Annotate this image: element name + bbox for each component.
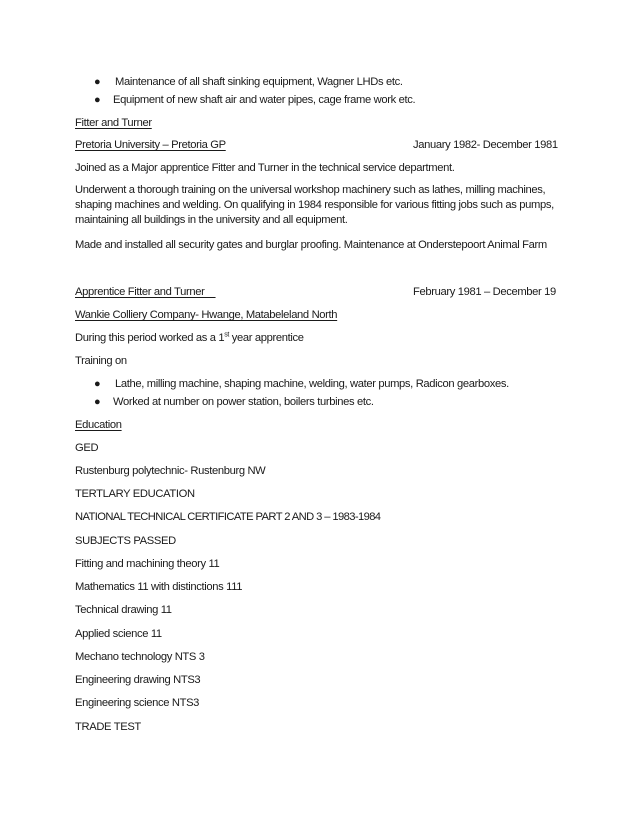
job-extra: Made and installed all security gates and burglar proofing. Maintenance at Onderstepoort Animal Farm: [75, 239, 547, 251]
job-dates: February 1981 – December 19: [413, 286, 556, 298]
heading-underline-tail: [205, 286, 216, 298]
bullet-icon: ●: [94, 76, 101, 88]
paragraph-line: Underwent a thorough training on the universal workshop machinery such as lathes, milling machines,: [75, 184, 546, 196]
education-item: SUBJECTS PASSED: [75, 535, 176, 547]
education-item: Mechano technology NTS 3: [75, 651, 205, 663]
education-item: Mathematics 11 with distinctions 111: [75, 581, 243, 593]
education-item: Engineering science NTS3: [75, 697, 200, 709]
job-dates: January 1982- December 1981: [413, 139, 558, 151]
education-item: NATIONAL TECHNICAL CERTIFICATE PART 2 AND 3 – 1983-1984: [75, 511, 381, 523]
paragraph-line: maintaining all buildings in the university and all equipment.: [75, 214, 348, 226]
job-heading-label: Apprentice Fitter and Turner: [75, 286, 205, 298]
education-heading: Education: [75, 419, 122, 431]
education-item: Applied science 11: [75, 628, 162, 640]
education-item: GED: [75, 442, 99, 454]
job-period: [75, 331, 304, 345]
bullet-text: Worked at number on power station, boilers turbines etc.: [113, 396, 374, 408]
bullet-text: Lathe, milling machine, shaping machine, welding, water pumps, Radicon gearboxes.: [115, 378, 509, 390]
training-label: Training on: [75, 355, 127, 367]
bullet-text: Maintenance of all shaft sinking equipment, Wagner LHDs etc.: [115, 76, 403, 88]
bullet-icon: ●: [94, 94, 101, 106]
bullet-icon: ●: [94, 378, 101, 390]
period-superscript: st: [224, 331, 229, 339]
period-prefix: During this period worked as a 1: [75, 332, 225, 344]
education-item: TRADE TEST: [75, 721, 141, 733]
paragraph-line: shaping machines and welding. On qualifying in 1984 responsible for various fitting jobs such as pumps,: [75, 199, 554, 211]
bullet-text: Equipment of new shaft air and water pipes, cage frame work etc.: [113, 94, 416, 106]
education-item: Rustenburg polytechnic- Rustenburg NW: [75, 465, 266, 477]
education-item: Engineering drawing NTS3: [75, 674, 201, 686]
job-summary: Joined as a Major apprentice Fitter and Turner in the technical service department.: [75, 162, 455, 174]
job-employer: Pretoria University – Pretoria GP: [75, 139, 226, 151]
job-heading-text: [75, 286, 216, 298]
education-item: TERTLARY EDUCATION: [75, 488, 195, 500]
period-suffix: year apprentice: [229, 332, 304, 344]
education-item: Fitting and machining theory 11: [75, 558, 220, 570]
education-item: Technical drawing 11: [75, 604, 172, 616]
job-heading: [75, 285, 216, 299]
job-employer: Wankie Colliery Company- Hwange, Matabeleland North: [75, 309, 338, 321]
bullet-icon: ●: [94, 396, 101, 408]
job-heading: Fitter and Turner: [75, 117, 152, 129]
job-training-paragraph: [75, 183, 565, 228]
